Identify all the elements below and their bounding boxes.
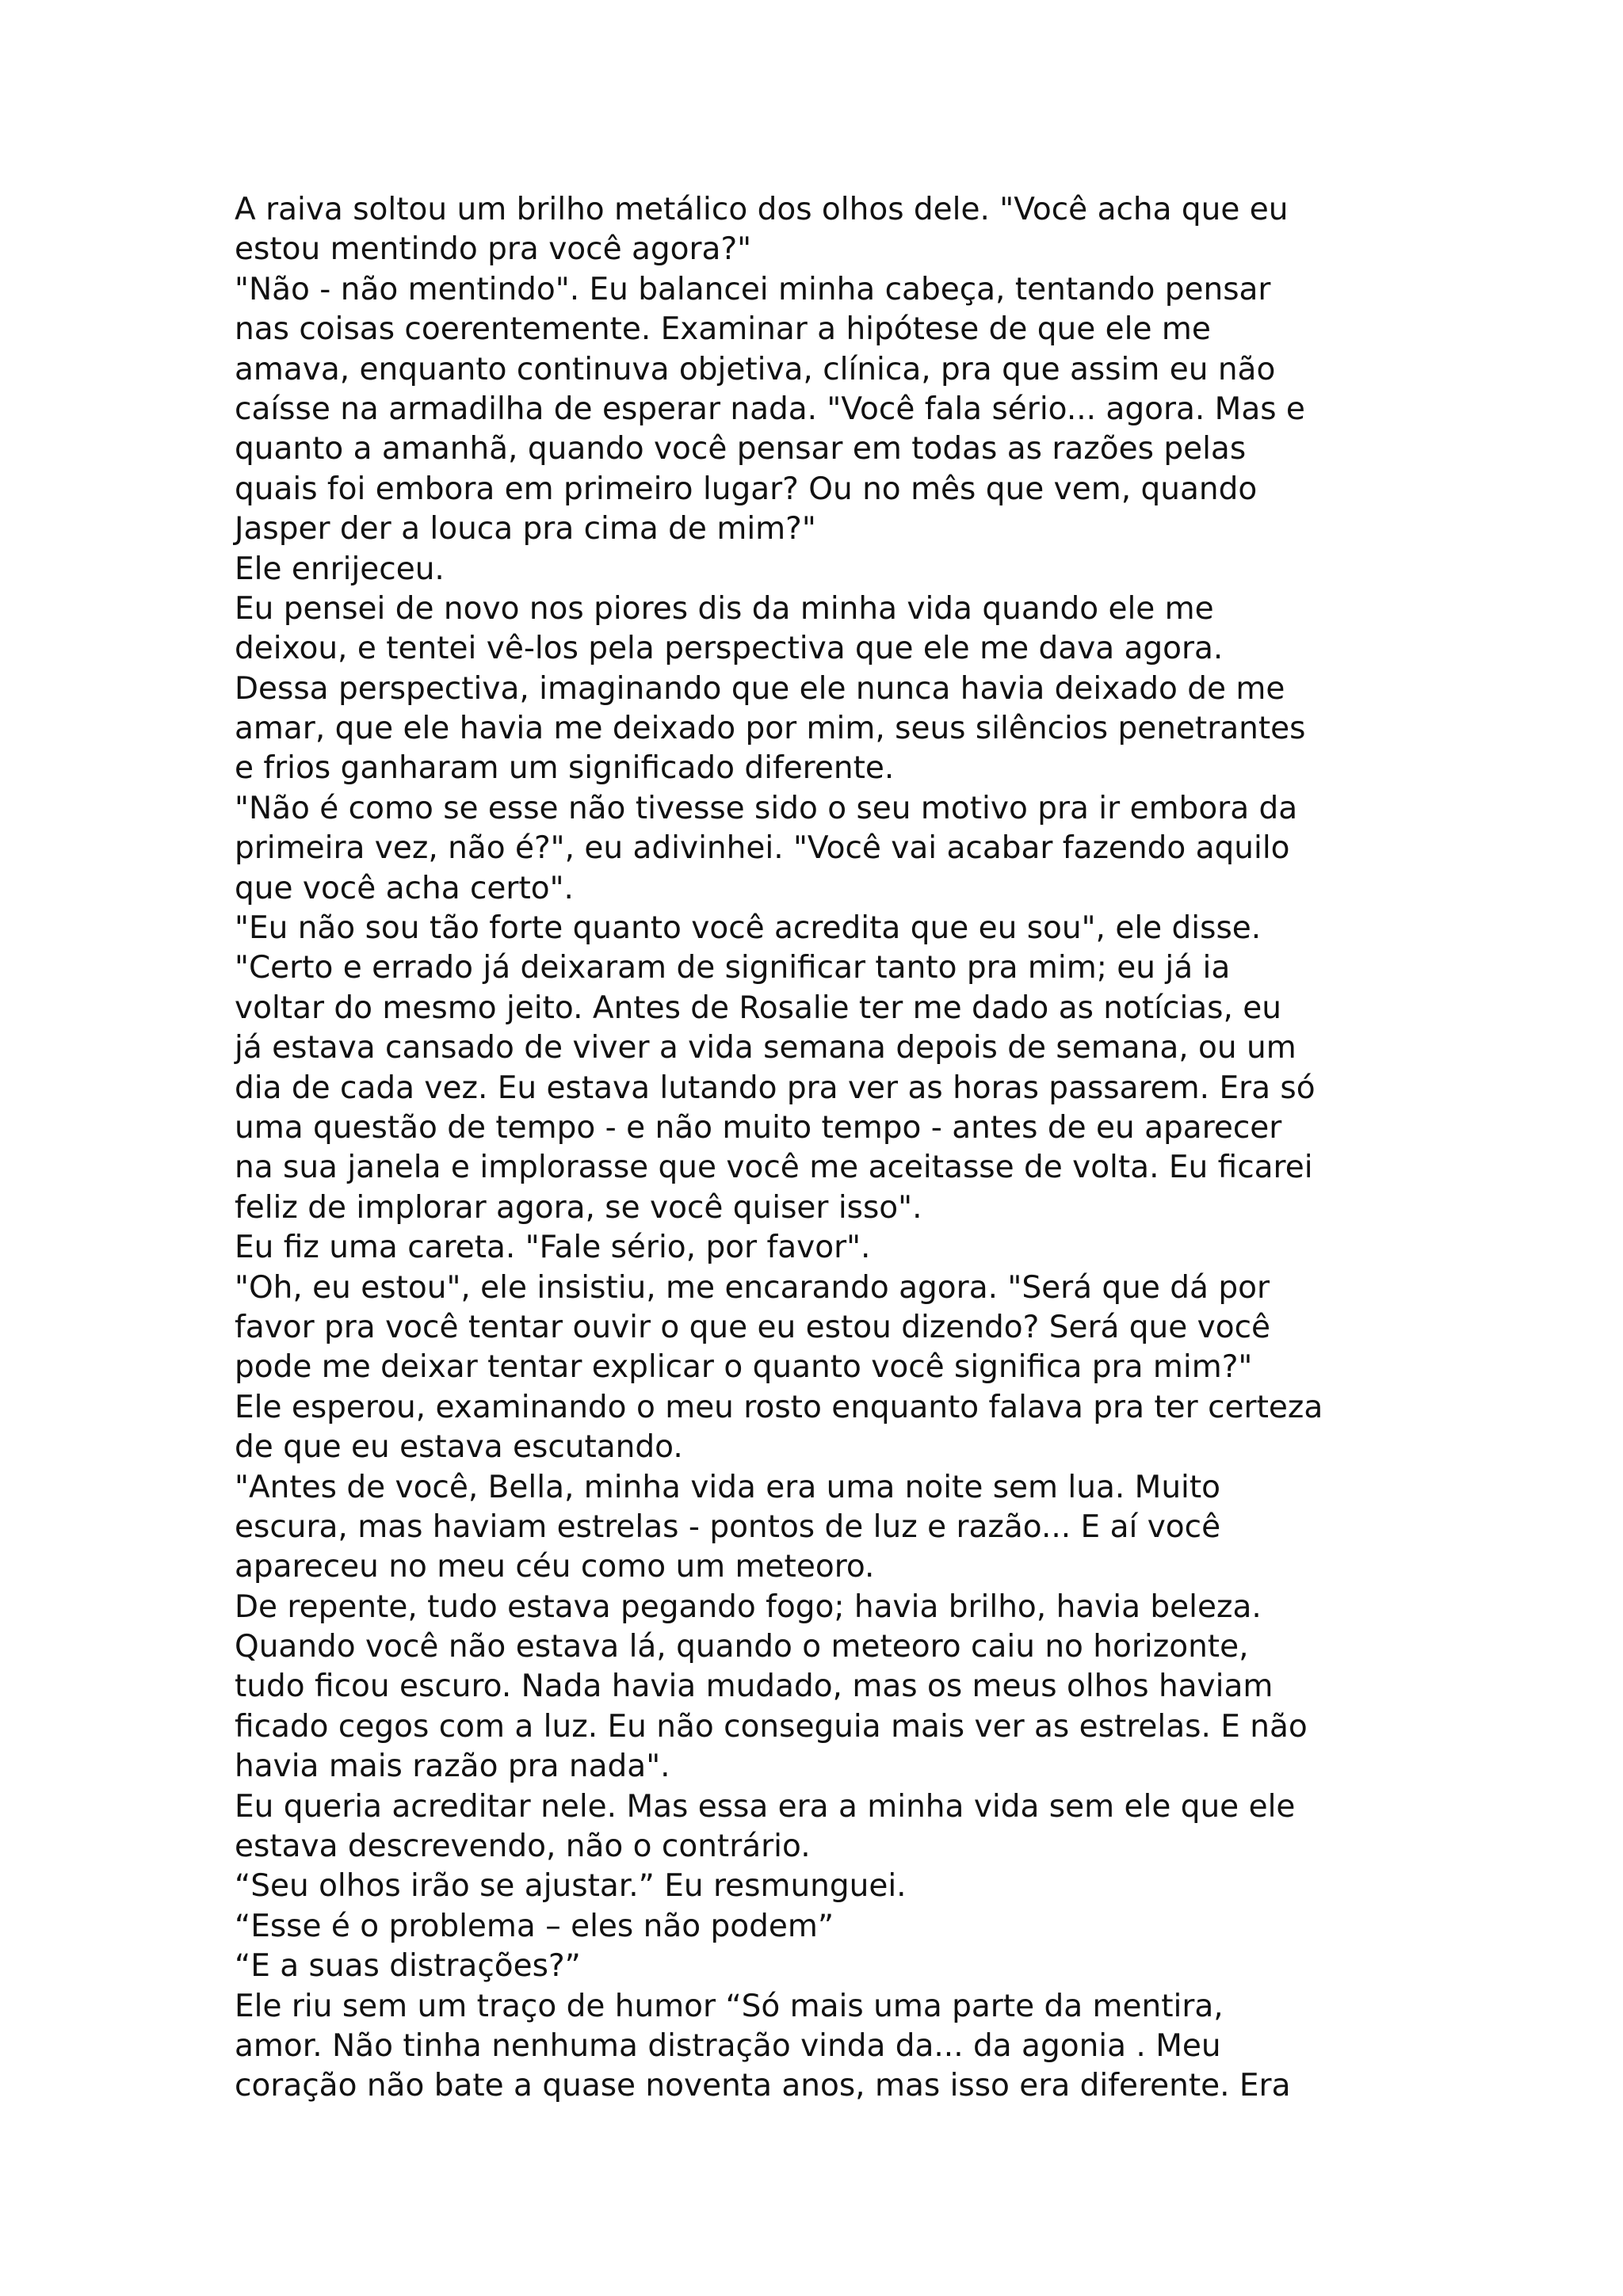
body-text xyxy=(235,190,1423,2107)
text-line: deixou, e tentei vê-los pela perspectiva que ele me dava agora. xyxy=(235,631,1224,667)
text-line: "Não - não mentindo". Eu balancei minha cabeça, tentando pensar xyxy=(235,271,1271,307)
text-line: apareceu no meu céu como um meteoro. xyxy=(235,1549,875,1585)
text-line: "Oh, eu estou", ele insistiu, me encarando agora. "Será que dá por xyxy=(235,1269,1270,1306)
text-line: na sua janela e implorasse que você me aceitasse de volta. Eu ficarei xyxy=(235,1150,1313,1186)
text-line: “E a suas distrações?” xyxy=(235,1948,581,1985)
text-line: voltar do mesmo jeito. Antes de Rosalie ter me dado as notícias, eu xyxy=(235,990,1282,1026)
text-line: De repente, tudo estava pegando fogo; havia brilho, havia beleza. xyxy=(235,1589,1262,1625)
text-line: estou mentindo pra você agora?" xyxy=(235,231,752,268)
text-line: coração não bate a quase noventa anos, mas isso era diferente. Era xyxy=(235,2068,1291,2104)
text-line: quais foi embora em primeiro lugar? Ou no mês que vem, quando xyxy=(235,471,1258,507)
text-line: Ele enrijeceu. xyxy=(235,551,445,587)
text-line: "Certo e errado já deixaram de significar tanto pra mim; eu já ia xyxy=(235,950,1231,986)
text-line: e frios ganharam um significado diferente. xyxy=(235,750,895,787)
text-line: já estava cansado de viver a vida semana depois de semana, ou um xyxy=(235,1030,1296,1066)
text-line: "Não é como se esse não tivesse sido o seu motivo pra ir embora da xyxy=(235,790,1298,826)
text-line: Quando você não estava lá, quando o meteoro caiu no horizonte, xyxy=(235,1629,1249,1665)
text-line: quanto a amanhã, quando você pensar em todas as razões pelas xyxy=(235,431,1247,467)
text-line: “Seu olhos irão se ajustar.” Eu resmunguei. xyxy=(235,1868,907,1905)
text-line: amava, enquanto continuva objetiva, clínica, pra que assim eu não xyxy=(235,351,1276,387)
text-line: ficado cegos com a luz. Eu não conseguia mais ver as estrelas. E não xyxy=(235,1708,1308,1745)
text-line: Eu pensei de novo nos piores dis da minha vida quando ele me xyxy=(235,590,1214,627)
text-line: nas coisas coerentemente. Examinar a hipótese de que ele me xyxy=(235,311,1211,348)
text-line: "Eu não sou tão forte quanto você acredita que eu sou", ele disse. xyxy=(235,910,1262,947)
text-line: Eu queria acreditar nele. Mas essa era a minha vida sem ele que ele xyxy=(235,1788,1296,1825)
text-line: Ele riu sem um traço de humor “Só mais uma parte da mentira, xyxy=(235,1988,1224,2024)
text-line: Ele esperou, examinando o meu rosto enquanto falava pra ter certeza xyxy=(235,1389,1323,1425)
text-line: amar, que ele havia me deixado por mim, seus silêncios penetrantes xyxy=(235,711,1306,747)
text-line: que você acha certo". xyxy=(235,870,574,906)
text-line: caísse na armadilha de esperar nada. "Você fala sério... agora. Mas e xyxy=(235,391,1305,427)
text-line: Jasper der a louca pra cima de mim?" xyxy=(235,511,816,547)
text-line: "Antes de você, Bella, minha vida era uma noite sem lua. Muito xyxy=(235,1469,1221,1505)
text-line: pode me deixar tentar explicar o quanto você significa pra mim?" xyxy=(235,1349,1253,1386)
text-line: A raiva soltou um brilho metálico dos olhos dele. "Você acha que eu xyxy=(235,192,1289,227)
text-line: primeira vez, não é?", eu adivinhei. "Você vai acabar fazendo aquilo xyxy=(235,830,1290,867)
text-line: havia mais razão pra nada". xyxy=(235,1749,670,1785)
text-line: feliz de implorar agora, se você quiser isso". xyxy=(235,1189,922,1226)
text-line: de que eu estava escutando. xyxy=(235,1429,683,1466)
text-line: Eu fiz uma careta. "Fale sério, por favor". xyxy=(235,1230,871,1266)
text-line: amor. Não tinha nenhuma distração vinda da... da agonia . Meu xyxy=(235,2027,1221,2064)
text-line: “Esse é o problema – eles não podem” xyxy=(235,1908,834,1944)
text-line: favor pra você tentar ouvir o que eu estou dizendo? Será que você xyxy=(235,1309,1271,1345)
text-line: escura, mas haviam estrelas - pontos de luz e razão... E aí você xyxy=(235,1508,1221,1545)
text-line: Dessa perspectiva, imaginando que ele nunca havia deixado de me xyxy=(235,670,1285,707)
text-line: uma questão de tempo - e não muito tempo - antes de eu aparecer xyxy=(235,1109,1282,1146)
text-line: estava descrevendo, não o contrário. xyxy=(235,1829,811,1865)
text-line: dia de cada vez. Eu estava lutando pra ver as horas passarem. Era só xyxy=(235,1070,1316,1106)
text-line: tudo ficou escuro. Nada havia mudado, mas os meus olhos haviam xyxy=(235,1669,1274,1705)
